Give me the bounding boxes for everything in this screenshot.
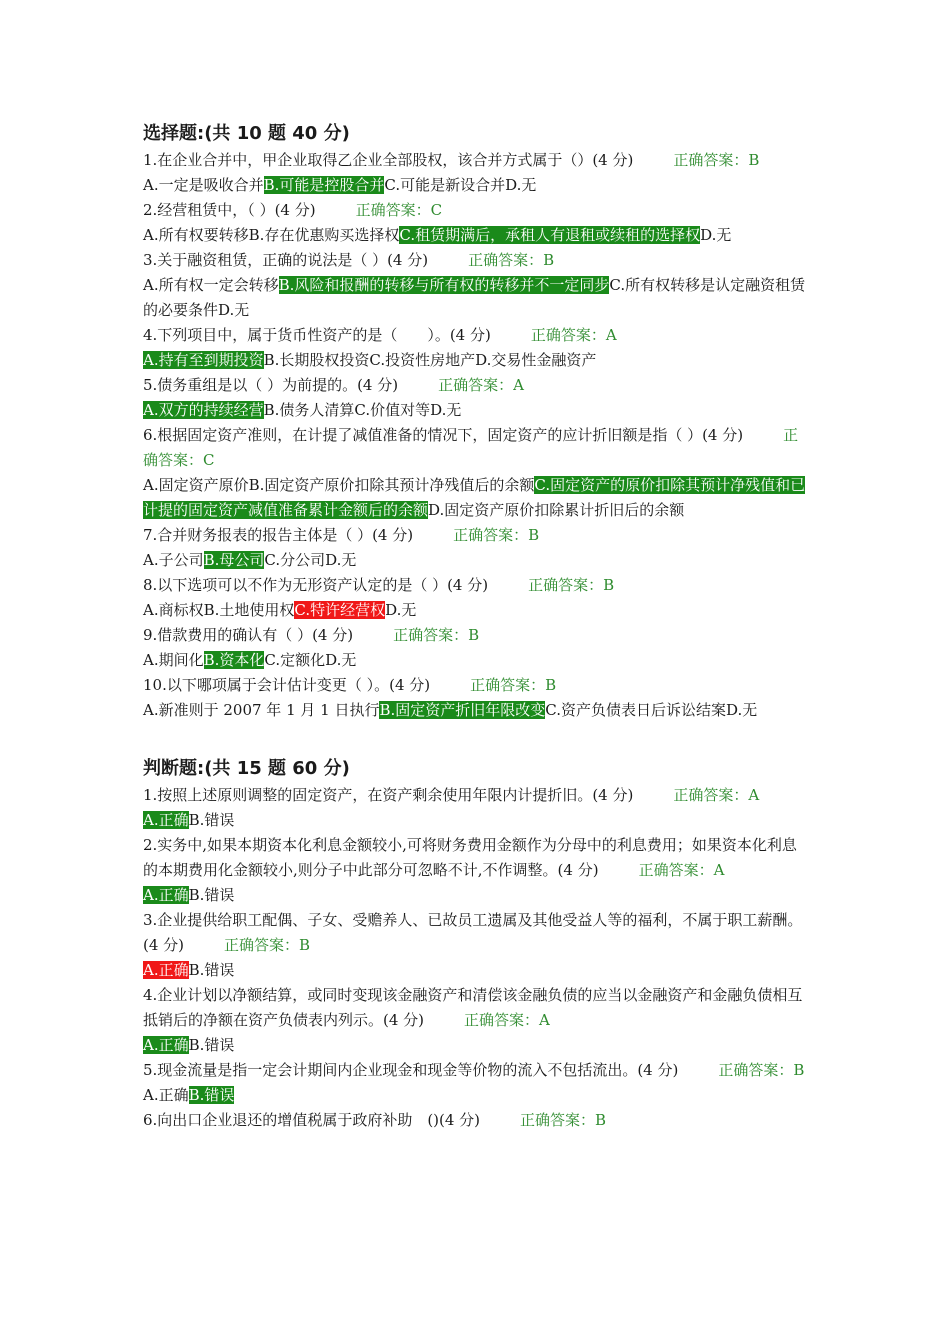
selected-option-correct: B.资本化 — [203, 651, 265, 669]
question-stem — [143, 1058, 808, 1083]
question-stem — [143, 623, 808, 648]
option: D.无 — [325, 551, 357, 569]
question-stem — [143, 983, 808, 1033]
selected-option-wrong: A.正确 — [143, 961, 189, 979]
selected-option-correct: B.风险和报酬的转移与所有权的转移并不一定同步 — [278, 276, 610, 294]
question-text: 10.以下哪项属于会计估计变更（ ）。(4 分) — [143, 676, 431, 694]
options-line — [143, 1083, 808, 1108]
correct-answer: 正确答案：C — [355, 201, 443, 219]
correct-answer: 正确答案：B — [453, 526, 540, 544]
option: B.错误 — [188, 961, 235, 979]
options-line — [143, 548, 808, 573]
question-text: 3.企业提供给职工配偶、子女、受赡养人、已故员工遗属及其他受益人等的福利，不属于职工薪酬。(4 分) — [143, 911, 803, 954]
question-stem — [143, 373, 808, 398]
options-line — [143, 883, 808, 908]
question-stem — [143, 148, 808, 173]
correct-answer: 正确答案：A — [530, 326, 617, 344]
options-line — [143, 348, 808, 373]
option: B.错误 — [188, 1036, 235, 1054]
correct-answer: 正确答案：A — [464, 1011, 550, 1029]
selected-option-wrong: C.特许经营权 — [294, 601, 386, 619]
options-line — [143, 1033, 808, 1058]
section-title: 选择题:(共 10 题 40 分) — [143, 123, 350, 144]
correct-answer: 正确答案：B — [393, 626, 480, 644]
option: A.所有权一定会转移 — [143, 276, 279, 294]
option: D.固定资产原价扣除累计折旧后的余额 — [428, 501, 685, 519]
question-text: 1.在企业合并中，甲企业取得乙企业全部股权，该合并方式属于（）(4 分) — [143, 151, 634, 169]
selected-option-correct: A.持有至到期投资 — [143, 351, 264, 369]
option: C.可能是新设合并 — [384, 176, 506, 194]
correct-answer: 正确答案：C — [143, 426, 799, 469]
question-stem — [143, 833, 808, 883]
selected-option-correct: B.固定资产折旧年限改变 — [379, 701, 546, 719]
option: D.无 — [385, 601, 417, 619]
correct-answer: 正确答案：B — [470, 676, 557, 694]
options-line — [143, 958, 808, 983]
question-text: 7.合并财务报表的报告主体是（ ）(4 分) — [143, 526, 414, 544]
option: C.分公司 — [264, 551, 326, 569]
selected-option-correct: C.固定资产的原价扣除其预计净残值和已计提的固定资产减值准备累计金额后的余额 — [143, 476, 806, 519]
correct-answer: 正确答案：B — [520, 1111, 607, 1129]
correct-answer: 正确答案：B — [528, 576, 615, 594]
question-stem — [143, 248, 808, 273]
option: A.固定资产原价 — [143, 476, 249, 494]
options-line — [143, 648, 808, 673]
question-stem — [143, 523, 808, 548]
option: C.定额化 — [264, 651, 326, 669]
question-text: 5.债务重组是以（ ）为前提的。(4 分) — [143, 376, 399, 394]
option: D.无 — [218, 301, 250, 319]
selected-option-correct: A.正确 — [143, 811, 189, 829]
question-text: 8.以下选项可以不作为无形资产认定的是（ ）(4 分) — [143, 576, 489, 594]
option: A.新准则于 2007 年 1 月 1 日执行 — [143, 701, 380, 719]
section-title: 判断题:(共 15 题 60 分) — [143, 758, 350, 779]
correct-answer: 正确答案：B — [718, 1061, 805, 1079]
correct-answer: 正确答案：B — [673, 151, 760, 169]
options-line — [143, 273, 808, 323]
options-line — [143, 473, 808, 523]
quiz-document — [143, 120, 808, 1133]
question-stem — [143, 423, 808, 473]
option: D.无 — [430, 401, 462, 419]
selected-option-correct: B.母公司 — [203, 551, 265, 569]
option: B.错误 — [188, 886, 235, 904]
question-text: 1.按照上述原则调整的固定资产，在资产剩余使用年限内计提折旧。(4 分) — [143, 786, 634, 804]
option: A.期间化 — [143, 651, 204, 669]
option: D.无 — [726, 701, 758, 719]
question-stem — [143, 908, 808, 958]
question-text: 6.根据固定资产准则，在计提了减值准备的情况下，固定资产的应计折旧额是指（ ）(4 分) — [143, 426, 744, 444]
question-stem — [143, 573, 808, 598]
option: A.所有权要转移 — [143, 226, 249, 244]
correct-answer: 正确答案：B — [468, 251, 555, 269]
option: C.投资性房地产 — [369, 351, 476, 369]
correct-answer: 正确答案：A — [638, 861, 725, 879]
option: D.交易性金融资产 — [475, 351, 597, 369]
correct-answer: 正确答案：A — [673, 786, 760, 804]
question-stem — [143, 783, 808, 808]
section-spacer — [143, 723, 808, 755]
question-text: 9.借款费用的确认有（ ）(4 分) — [143, 626, 354, 644]
options-line — [143, 808, 808, 833]
options-line — [143, 173, 808, 198]
correct-answer: 正确答案：B — [224, 936, 311, 954]
correct-answer: 正确答案：A — [438, 376, 524, 394]
question-text: 3.关于融资租赁，正确的说法是（ ）(4 分) — [143, 251, 429, 269]
option: B.债务人清算 — [263, 401, 355, 419]
selected-option-correct: C.租赁期满后，承租人有退租或续租的选择权 — [399, 226, 701, 244]
option: A.一定是吸收合并 — [143, 176, 264, 194]
selected-option-correct: B.错误 — [188, 1086, 235, 1104]
option: D.无 — [700, 226, 732, 244]
option: B.固定资产原价扣除其预计净残值后的余额 — [248, 476, 535, 494]
selected-option-correct: A.双方的持续经营 — [143, 401, 264, 419]
selected-option-correct: A.正确 — [143, 886, 189, 904]
option: B.存在优惠购买选择权 — [248, 226, 400, 244]
options-line — [143, 698, 808, 723]
option: C.资产负债表日后诉讼结案 — [545, 701, 726, 719]
option: A.正确 — [143, 1086, 189, 1104]
option: B.长期股权投资 — [263, 351, 370, 369]
option: A.商标权 — [143, 601, 204, 619]
option: B.土地使用权 — [203, 601, 295, 619]
option: B.错误 — [188, 811, 235, 829]
option: D.无 — [325, 651, 357, 669]
question-stem — [143, 198, 808, 223]
option: C.所有权转移是认定融资租赁的必要条件 — [143, 276, 806, 319]
question-text: 6.向出口企业退还的增值税属于政府补助 ()(4 分) — [143, 1111, 481, 1129]
selected-option-correct: A.正确 — [143, 1036, 189, 1054]
option: D.无 — [505, 176, 537, 194]
options-line — [143, 223, 808, 248]
question-text: 5.现金流量是指一定会计期间内企业现金和现金等价物的流入不包括流出。(4 分) — [143, 1061, 679, 1079]
options-line — [143, 398, 808, 423]
question-text: 2.实务中,如果本期资本化利息金额较小,可将财务费用金额作为分母中的利息费用；如果资本化利息的本期费用化金额较小,则分子中此部分可忽略不计,不作调整。(4 分) — [143, 836, 797, 879]
question-stem — [143, 673, 808, 698]
question-text: 4.下列项目中，属于货币性资产的是（ ）。(4 分) — [143, 326, 491, 344]
question-stem — [143, 323, 808, 348]
selected-option-correct: B.可能是控股合并 — [263, 176, 385, 194]
question-text: 4.企业计划以净额结算，或同时变现该金融资产和清偿该金融负债的应当以金融资产和金融负债相互抵销后的净额在资产负债表内列示。(4 分) — [143, 986, 803, 1029]
question-stem — [143, 1108, 808, 1133]
option: A.子公司 — [143, 551, 204, 569]
options-line — [143, 598, 808, 623]
option: C.价值对等 — [354, 401, 431, 419]
question-text: 2.经营租赁中，（ ）(4 分) — [143, 201, 316, 219]
